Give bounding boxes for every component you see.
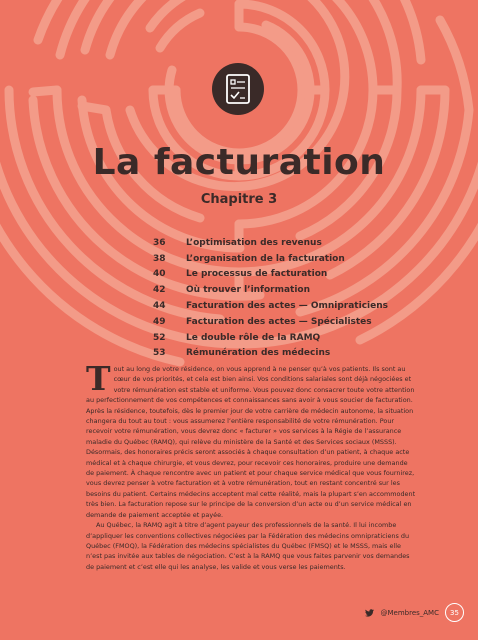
toc-label: Où trouver l’information — [186, 285, 311, 296]
social-handle[interactable]: @Membres_AMC — [380, 608, 439, 617]
toc-page-number: 44 — [153, 301, 166, 312]
toc-label: Rémunération des médecins — [186, 348, 331, 359]
toc-item[interactable] — [153, 267, 413, 283]
toc-label: Le processus de facturation — [186, 269, 328, 280]
toc-item[interactable] — [153, 346, 413, 362]
toc-label: Facturation des actes — Spécialistes — [186, 316, 372, 327]
toc-label: L’optimisation des revenus — [186, 237, 322, 248]
intro-paragraph-2: Au Québec, la RAMQ agit à titre d’agent payeur des professionnels de la santé. Il lui incombe d’appliquer les conventions collectives négociées par la Fédération des médecins omnipraticiens du Québec (FMOQ), la Fédération des médecins spécialistes du Québec (FMSQ) et le MSSS, mais elle n’est pas invitée aux tables de négociation. C’est à la RAMQ que vous faites parvenir vos demandes de paiement et c’est elle qui les analyse, les valide et vous verse les paiements. — [86, 521, 410, 571]
chapter-title: La facturation — [92, 142, 386, 183]
table-of-contents — [153, 235, 413, 361]
drop-cap: T — [86, 359, 111, 398]
checklist-document-icon — [212, 63, 264, 115]
toc-page-number: 52 — [153, 332, 166, 343]
toc-page-number: 38 — [153, 253, 166, 264]
toc-page-number: 36 — [153, 237, 166, 248]
twitter-bird-icon — [365, 609, 374, 617]
toc-label: L’organisation de la facturation — [186, 253, 345, 264]
toc-item[interactable] — [153, 251, 413, 267]
toc-page-number: 53 — [153, 348, 166, 359]
page-footer — [365, 603, 464, 622]
intro-paragraph-1-text: out au long de votre résidence, on vous apprend à ne penser qu’à vos patients. Ils sont au cœur de vos priorités, et cela est bien ainsi. Vos conditions salariales sont déjà négociées et votre rémunération est stable et uniforme. Vous pouvez donc consacrer toute votre attention au perfectionnement de vos compétences et connaissances sans avoir à vous soucier de facturation. Après la résidence, toutefois, dès le premier jour de votre carrière de médecin autonome, la situation changera du tout au tout : vous assumerez l’entière responsabilité de votre rémunération. Pour recevoir votre rémunération, vous devrez donc « facturer » vos services à la Régie de l’assurance maladie du Québec (RAMQ), qui relève du ministère de la Santé et des Services sociaux (MSSS). Désormais, des honoraires précis seront associés à chaque consultation d’un patient, à chaque acte médical et à chaque chirurgie, et vous devrez, pour recevoir ces honoraires, produire une demande de paiement. À chaque rencontre avec un patient et pour chaque service médical que vous fournirez, vous devrez penser à votre facturation et à votre rémunération, tout en restant concentré sur les besoins du patient. Certains médecins acceptent mal cette réalité, mais la plupart s’en accommodent très bien. La facturation repose sur le principe de la conversion d’un acte ou d’un service médical en demande de paiement acceptée et payée. — [86, 365, 416, 519]
toc-page-number: 42 — [153, 285, 166, 296]
toc-item[interactable] — [153, 298, 413, 314]
toc-item[interactable] — [153, 282, 413, 298]
chapter-subtitle: Chapitre 3 — [200, 192, 278, 207]
toc-item[interactable] — [153, 330, 413, 346]
toc-item[interactable] — [153, 235, 413, 251]
intro-body — [86, 359, 416, 572]
toc-item[interactable] — [153, 314, 413, 330]
page-number: 35 — [445, 603, 464, 622]
toc-label: Le double rôle de la RAMQ — [186, 332, 321, 343]
toc-page-number: 40 — [153, 269, 166, 280]
intro-paragraph-1 — [86, 359, 416, 520]
toc-page-number: 49 — [153, 316, 166, 327]
toc-label: Facturation des actes — Omnipraticiens — [186, 301, 388, 312]
